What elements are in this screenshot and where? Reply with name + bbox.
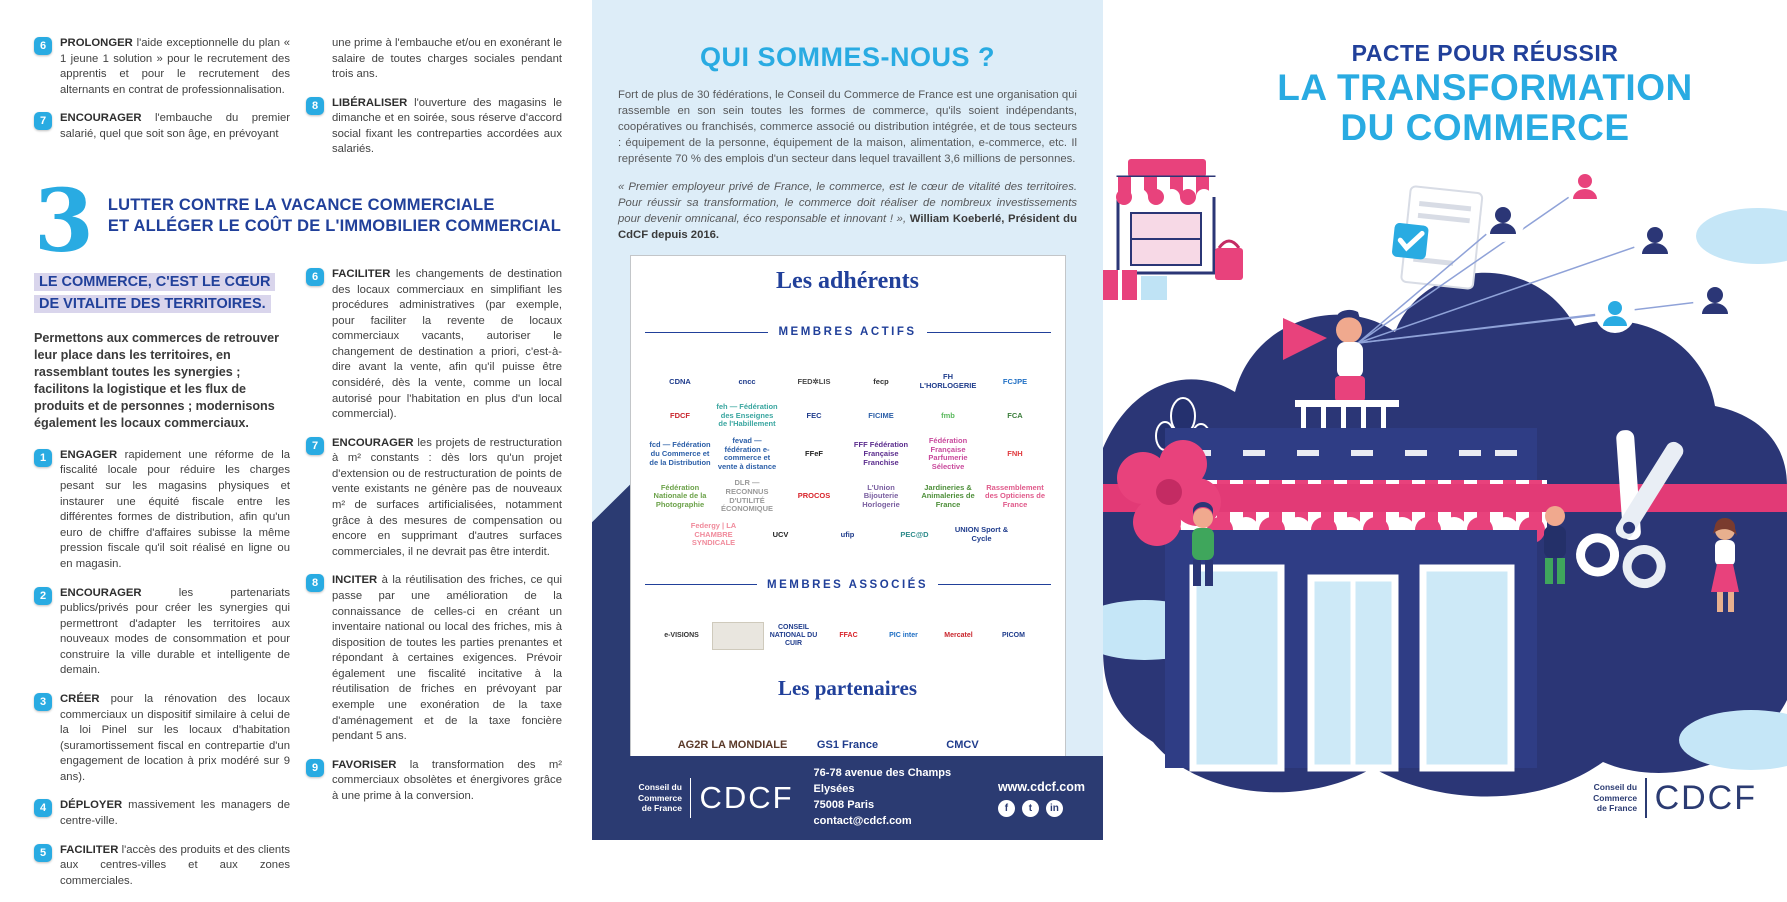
member-logo: FH L'HORLOGERIE: [919, 372, 977, 390]
item-number-badge: 4: [34, 799, 52, 817]
action-item: [306, 436, 562, 561]
adherents-title: Les adhérents: [776, 268, 919, 295]
action-item: [34, 586, 290, 679]
associate-member-logo: PICOM: [1002, 631, 1025, 639]
storefront: [1155, 428, 1547, 768]
associate-member-logo: PIC inter: [889, 631, 918, 639]
member-logo: Fédération Nationale de la Photographie: [653, 482, 707, 509]
member-logo: L'Union Bijouterie Horlogerie: [862, 482, 900, 509]
action-item: [34, 111, 290, 142]
action-item: [34, 36, 290, 98]
partner-logo: CMCV: [946, 738, 979, 751]
member-logo: fcd — Fédération du Commerce et de la Distribution: [649, 440, 711, 467]
item-text: FACILITER les changements de destination des locaux commerciaux en simplifiant les procédures administratives (par exemple, pour faciliter la revente de locaux commerciaux vacants, autoriser le changement de destination a priori, c'est-à-dire avant la vente, afin qu'il puisse être considéré, dès la vente, comme un local autorisé pour l'habitation en plus d'un local commercial).: [332, 267, 563, 421]
action-item: [306, 758, 562, 805]
items-6-9: [306, 267, 562, 805]
panel-middle: [592, 0, 1103, 840]
item-number-badge: 8: [306, 574, 324, 592]
document-check-icon: [1389, 185, 1483, 289]
member-logo: FNH: [1007, 448, 1023, 458]
action-item: [306, 573, 562, 744]
quote-attribution: William Koeberlé, Président du CdCF depuis 2016.: [618, 213, 1077, 242]
member-logo: feh — Fédération des Enseignes de l'Habillement: [716, 402, 778, 429]
associate-member-logo: Mercatel: [944, 631, 973, 639]
panel-left: [0, 0, 592, 887]
cdcf-logo-smalltext: Conseil du Commerce de France: [1593, 782, 1638, 814]
action-item: [34, 843, 290, 890]
item-number-badge: 9: [306, 759, 324, 777]
cover-title-line1: LA TRANSFORMATION: [1277, 67, 1693, 108]
partner-logo: AG2R LA MONDIALE: [677, 738, 788, 751]
address-block: [814, 766, 978, 830]
item-number-badge: 7: [34, 112, 52, 130]
item-text: CRÉER pour la rénovation des locaux commerciaux un dispositif similaire à celui de la loi Pinel sur les locaux d'habitation (suramortissement fiscal en contrepartie d'un engagement de location à prix modéré sur 9 ans).: [60, 692, 290, 783]
twitter-icon: t: [1022, 800, 1039, 817]
item-number-badge: 6: [306, 268, 324, 286]
member-logo: cncc: [738, 376, 756, 386]
members-card: [630, 255, 1066, 773]
associate-member-logo: e-VISIONS: [664, 631, 699, 639]
item-number-badge: 2: [34, 587, 52, 605]
partner-logo: GS1 France: [816, 738, 879, 751]
member-logo: PEC@D: [900, 529, 929, 539]
cdcf-wordmark: CDCF: [699, 780, 794, 815]
member-logo: Federgy | LA CHAMBRE SYNDICALE: [690, 521, 737, 548]
section-title-line1: LUTTER CONTRE LA VACANCE COMMERCIALE: [107, 196, 495, 215]
member-logo: FEC: [806, 410, 822, 420]
member-logo: Jardineries & Animaleries de France: [921, 482, 975, 509]
item-text: ENCOURAGER les partenariats publics/privés pour créer les synergies qui permettront d'adapter les territoires aux nouveaux modes de consommation et pour construire la ville durable et intelligente de demain.: [60, 586, 290, 677]
associate-member-logo: CONSEIL NATIONAL DU CUIR: [769, 623, 818, 647]
facebook-icon: f: [998, 800, 1015, 817]
cover-title-line2: DU COMMERCE: [1340, 107, 1630, 149]
associate-members-logos: [641, 622, 1055, 650]
action-item: [34, 798, 290, 829]
cdcf-logo-cover: [1593, 778, 1757, 818]
linkedin-icon: in: [1046, 800, 1063, 817]
cdcf-logo-smalltext: Conseil du Commerce de France: [638, 782, 682, 814]
contact-footer: [592, 756, 1103, 840]
member-logo: FICIME: [868, 410, 894, 420]
member-logo: Fédération Française Parfumerie Sélective: [928, 435, 968, 471]
associate-member-logo: FFAC: [839, 631, 858, 639]
member-logo: UNION Sport & Cycle: [954, 525, 1009, 543]
action-item: [34, 692, 290, 785]
shopping-bag-icon: [1215, 241, 1243, 280]
item-number-badge: 3: [34, 693, 52, 711]
member-logo: ufip: [840, 529, 855, 539]
member-logo: FDCF: [670, 410, 690, 420]
item-text: ENGAGER rapidement une réforme de la fiscalité locale pour réduire les charges pesant sur les magasins physiques et instaurer une équité fiscale entre les différentes formes de distribution, afin qu'un euro de chiffre d'affaires subisse la même pression fiscale qu'il soit réalisé en ligne ou en magasin.: [60, 448, 291, 570]
item-number-badge: 6: [34, 37, 52, 55]
cdcf-logo-bar: [690, 778, 692, 818]
cover-kicker: PACTE POUR RÉUSSIR: [1351, 40, 1619, 66]
who-are-we-title: QUI SOMMES-NOUS ?: [699, 42, 995, 72]
item-text: DÉPLOYER massivement les managers de centre-ville.: [60, 799, 290, 828]
item-7-continuation: une prime à l'embauche et/ou en exonérant le salaire de toutes charges sociales pendant trois ans.: [332, 37, 562, 81]
member-logo: FFF Fédération Française Franchise: [853, 440, 909, 467]
address-line2: 75008 Paris: [813, 799, 875, 811]
items-1-5: [34, 448, 290, 889]
item-number-badge: 7: [306, 437, 324, 455]
item-text: PROLONGER l'aide exceptionnelle du plan « 1 jeune 1 solution » pour le recrutement des apprentis et pour le recrutement des alternants en contrat de professionnalisation.: [60, 37, 291, 96]
item-number-badge: 5: [34, 844, 52, 862]
member-logo: FCA: [1007, 410, 1023, 420]
member-logo: Rassemblement des Opticiens de France: [984, 482, 1046, 509]
associate-member-logo: [712, 622, 764, 650]
president-quote: « Premier employeur privé de France, le commerce, est le cœur de vitalité des territoires. Pour réussir sa transformation, le commerce doit réaliser de nombreux investissements pour devenir omnicanal, éco responsable et innovant ! », William Koeberlé, Président du CdCF depuis 2016.: [618, 181, 1077, 242]
highlight-statement: LE COMMERCE, C'EST LE CŒUR DE VITALITE DES TERRITOIRES.: [34, 273, 275, 313]
member-logo: fmb: [941, 410, 955, 420]
website-url: www.cdcf.com: [997, 779, 1085, 794]
address-line1: 76-78 avenue des Champs Elysées: [813, 767, 952, 796]
active-members-logos: [641, 369, 1055, 548]
member-logo: FED✲LIS: [797, 376, 831, 386]
item-text: ENCOURAGER les projets de restructuration à m² constants : dès lors qu'un projet d'extension ou de restructuration de points de vente existants ne génère pas de nouveaux m² de surfaces artificialisées, notamment grâce à des mesures de compensation ou encore en supprimant d'autres surfaces commerciales, il ne devrait pas être interdit.: [332, 436, 562, 558]
item-text: FAVORISER la transformation des m² commerciaux obsolètes et énergivores grâce à une prime à la conversion.: [332, 758, 562, 802]
social-icons: [998, 800, 1085, 817]
left-top-col2: [306, 36, 562, 171]
action-item: [306, 96, 562, 158]
left-top-col1: [34, 36, 290, 171]
panel-right: [1103, 0, 1787, 840]
membres-associes-divider: MEMBRES ASSOCIÉS: [645, 579, 1051, 591]
item-number-badge: 1: [34, 449, 52, 467]
intro-paragraph-1: Fort de plus de 30 fédérations, le Conseil du Commerce de France est une organisation qui rassemble en son sein toutes les formes de commerce, qu'ils soient indépendants, coopératives ou franchisés, commerce associé ou distribution intégrée, et de tous secteurs : équipement de la personne, équipement de la maison, alimentation, e-commerce, etc. Il représente 70 % des emplois d'un secteur dans lequel travaillent 3,6 millions de personnes.: [618, 89, 1077, 166]
cover-illustration: [1103, 148, 1787, 840]
member-logo: PROCOS: [797, 491, 831, 501]
cdcf-logo-bar: [1645, 778, 1647, 818]
member-logo: fevad — fédération e-commerce et vente à distance: [717, 435, 777, 471]
item-text: INCITER à la réutilisation des friches, ce qui passe par une amélioration de la connaissance de celles-ci en créant un inventaire national ou local des friches, mis à disposition de toutes les parties prenantes et répondant à certaines exigences. Prévoir également une fiscalité incitative à la réutilisation de friches en prévoyant par exemple une exonération de la taxe d'aménagement et de la taxe foncière pendant 5 ans.: [332, 574, 562, 743]
cloud-right: [1696, 208, 1787, 264]
small-shop-icon: [1113, 159, 1219, 273]
action-item: [306, 267, 562, 423]
member-logo: FFeF: [805, 448, 823, 458]
contact-email: contact@cdcf.com: [813, 814, 912, 827]
membres-actifs-divider: MEMBRES ACTIFS: [645, 326, 1051, 338]
member-logo: UCV: [772, 529, 789, 539]
member-logo: fecp: [873, 376, 889, 386]
action-item: [34, 448, 290, 573]
cdcf-logo-footer: [638, 778, 794, 818]
section-title-line2: ET ALLÉGER LE COÛT DE L'IMMOBILIER COMMERCIAL: [107, 217, 562, 236]
section-number: 3: [34, 171, 94, 273]
member-logo: FCJPE: [1002, 376, 1028, 386]
cdcf-wordmark: CDCF: [1654, 778, 1757, 817]
intro-paragraph: Permettons aux commerces de retrouver leur place dans les territoires, en rassemblant toutes les synergies ; facilitons la logistique et les flux de produits et de personnes ; modernisons également les locaux commerciaux.: [34, 330, 279, 430]
section-3-heading: [34, 171, 562, 273]
member-logo: CDNA: [669, 376, 691, 386]
item-text: ENCOURAGER l'embauche du premier salarié, quel que soit son âge, en prévoyant: [60, 112, 290, 140]
left-top-col2-items: [306, 96, 562, 158]
left-bottom-section: [34, 263, 562, 902]
item-text: FACILITER l'accès des produits et des clients aux centres-villes et aux zones commerciales.: [60, 843, 290, 887]
item-text: LIBÉRALISER l'ouverture des magasins le dimanche et en soirée, sous réserve d'accord social fixant les contreparties accordées aux salariés.: [332, 96, 562, 156]
partenaires-title: Les partenaires: [777, 676, 917, 701]
member-logo: DLR — RECONNUS D'UTILITÉ ÉCONOMIQUE: [720, 478, 774, 514]
item-number-badge: 8: [306, 97, 324, 115]
left-top-section: [34, 36, 562, 171]
